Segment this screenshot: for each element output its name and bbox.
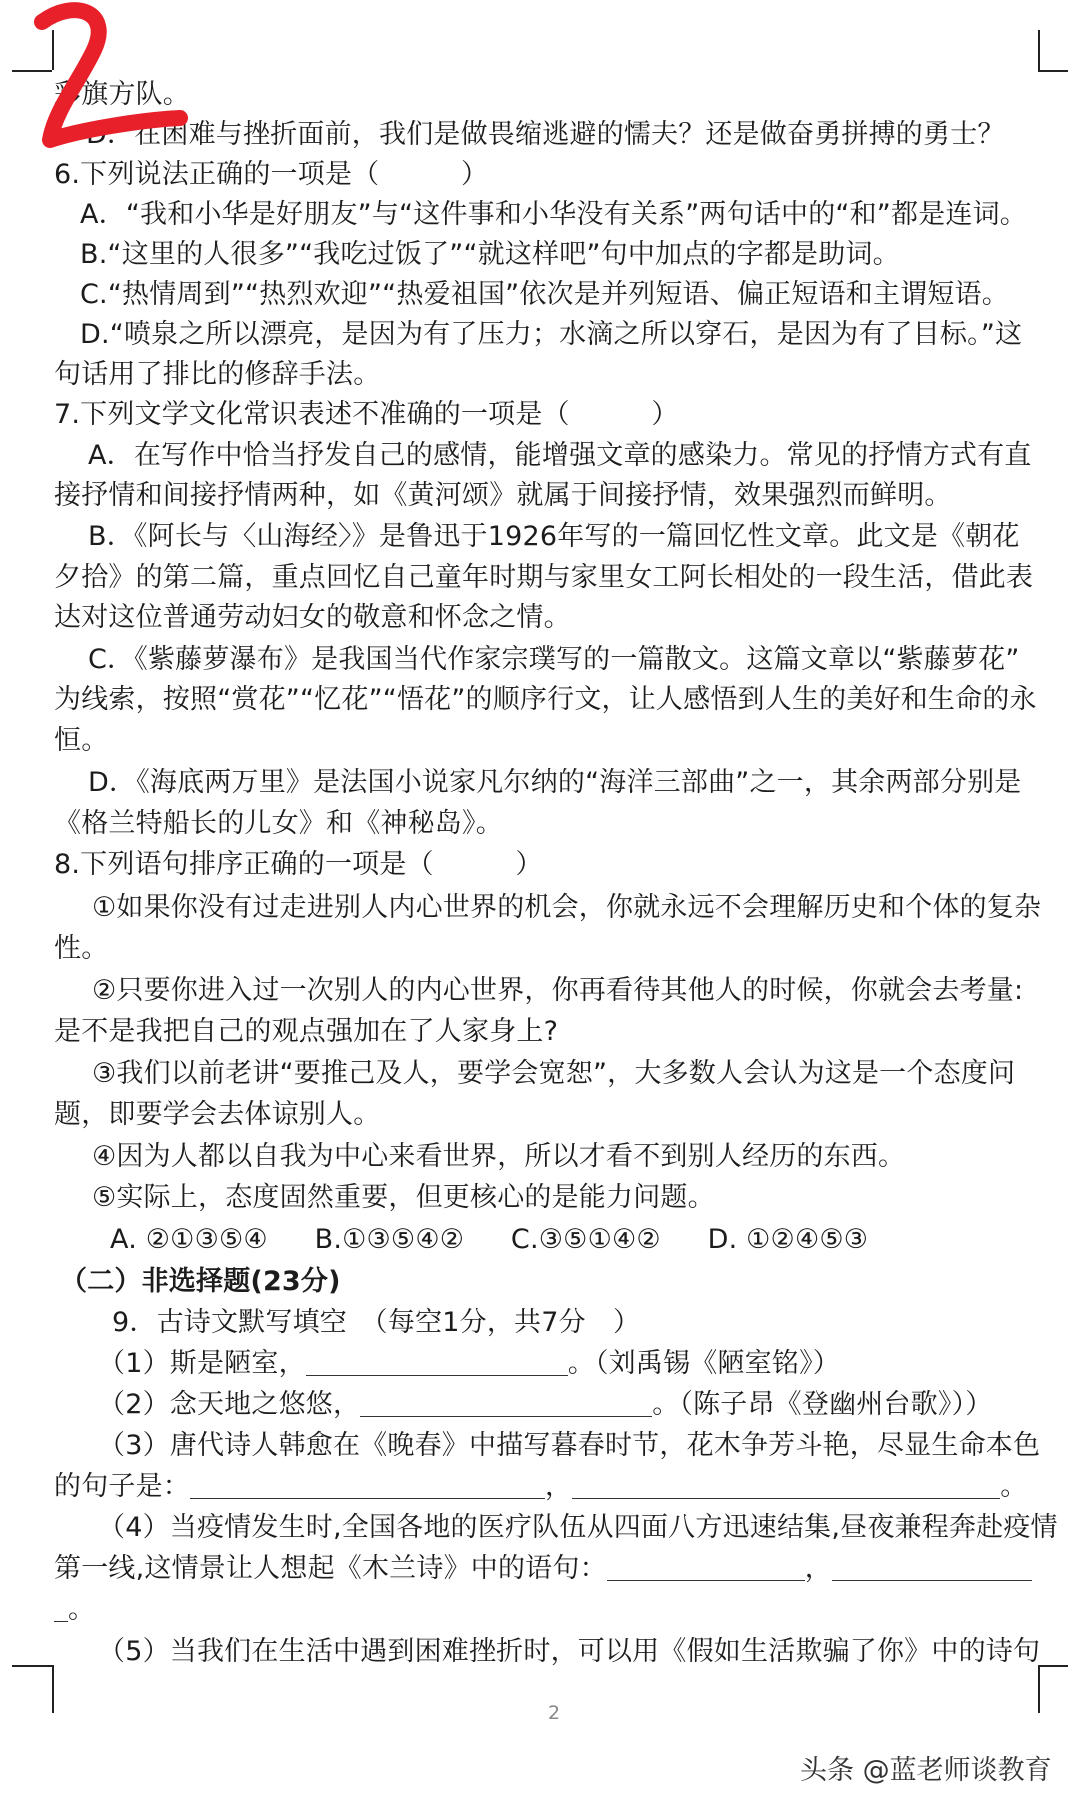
q6-option-b: B.“这里的人很多”“我吃过饭了”“就这样吧”句中加点的字都是助词。 xyxy=(80,239,900,270)
text-line: 达对这位普通劳动妇女的敬意和怀念之情。 xyxy=(54,602,571,633)
text-line: 句话用了排比的修辞手法。 xyxy=(54,359,381,390)
text-line: 《格兰特船长的儿女》和《神秘岛》。 xyxy=(54,808,503,839)
text-line: 接抒情和间接抒情两种，如《黄河颂》就属于间接抒情，效果强烈而鲜明。 xyxy=(54,480,952,511)
q9-item-4: （4）当疫情发生时,全国各地的医疗队伍从四面八方迅速结集,昼夜兼程奔赴疫情 xyxy=(98,1512,1058,1543)
red-handwritten-two xyxy=(20,0,190,170)
question-9-title: 9．古诗文默写填空 （每空1分，共7分 ） xyxy=(112,1307,641,1338)
watermark: 头条 @蓝老师谈教育 xyxy=(800,1755,1052,1786)
separator: ， xyxy=(804,1553,832,1584)
text-line: 恒。 xyxy=(54,725,109,756)
answer-blank[interactable] xyxy=(306,1347,568,1376)
q9-item-2 xyxy=(98,1385,993,1425)
section-heading: （二）非选择题(23分) xyxy=(60,1266,341,1297)
q6-option-a: A．“我和小华是好朋友”与“这件事和小华没有关系”两句话中的“和”都是连词。 xyxy=(80,199,1027,230)
text-line: 夕拾》的第二篇，重点回忆自己童年时期与家里女工阿长相处的一段生活，借此表 xyxy=(54,562,1034,593)
q7-option-d: D．《海底两万里》是法国小说家凡尔纳的“海洋三部曲”之一，其余两部分别是 xyxy=(88,767,1022,798)
question-6-title: 6.下列说法正确的一项是（ ） xyxy=(54,159,489,190)
answer-blank[interactable] xyxy=(832,1552,1032,1581)
q8-option-d: D. ①②④⑤③ xyxy=(707,1224,869,1255)
q8-sentence-4: ④因为人都以自我为中心来看世界，所以才看不到别人经历的东西。 xyxy=(92,1141,906,1172)
text-line: 题，即要学会去体谅别人。 xyxy=(54,1099,381,1130)
answer-blank[interactable] xyxy=(607,1552,805,1581)
q6-option-c: C.“热情周到”“热烈欢迎”“热爱祖国”依次是并列短语、偏正短语和主谓短语。 xyxy=(80,279,1009,310)
q6-option-d: D.“喷泉之所以漂亮，是因为有了压力；水滴之所以穿石，是因为有了目标。”这 xyxy=(80,319,1023,350)
q9-item-3: （3）唐代诗人韩愈在《晚春》中描写暮春时节，花木争芳斗艳，尽显生命本色 xyxy=(98,1430,1041,1461)
q8-options xyxy=(110,1220,906,1260)
text-line: 性。 xyxy=(54,933,109,964)
text-line: D．在困难与挫折面前，我们是做畏缩逃避的懦夫？还是做奋勇拼搏的勇士？ xyxy=(86,119,1005,150)
q8-option-c: C.③⑤①④② xyxy=(510,1224,661,1255)
text-line: 彩旗方队。 xyxy=(54,79,190,110)
crop-mark-top-right xyxy=(1038,70,1068,72)
q9-item-5: （5）当我们在生活中遇到困难挫折时，可以用《假如生活欺骗了你》中的诗句 xyxy=(98,1636,1041,1667)
q9-item-3-answer xyxy=(54,1467,1027,1507)
answer-blank[interactable] xyxy=(360,1388,652,1417)
q9-item-2-prompt: （2）念天地之悠悠， xyxy=(98,1389,361,1420)
q7-option-a: A．在写作中恰当抒发自己的感情，能增强文章的感染力。常见的抒情方式有直 xyxy=(88,440,1032,471)
answer-blank[interactable] xyxy=(190,1470,545,1499)
crop-mark-bottom-right xyxy=(1038,1665,1068,1667)
q9-item-1-source: 。（刘禹锡《陋室铭》） xyxy=(567,1348,840,1379)
q8-sentence-2: ②只要你进入过一次别人的内心世界，你再看待其他人的时候，你就会去考量: xyxy=(92,975,1024,1006)
q8-option-b: B.①③⑤④② xyxy=(314,1224,465,1255)
question-7-title: 7.下列文学文化常识表述不准确的一项是（ ） xyxy=(54,399,679,430)
answer-blank[interactable] xyxy=(54,1593,68,1622)
q7-option-c: C．《紫藤萝瀑布》是我国当代作家宗璞写的一篇散文。这篇文章以“紫藤萝花” xyxy=(88,644,1020,675)
q9-item-4-end xyxy=(54,1590,95,1630)
crop-mark-bottom-left xyxy=(12,1665,52,1667)
period: 。 xyxy=(68,1594,96,1625)
q9-item-4-answer xyxy=(54,1549,1032,1589)
crop-mark-top-right-v xyxy=(1038,30,1040,70)
crop-mark-bottom-left-v xyxy=(52,1665,54,1713)
q9-item-1-prompt: （1）斯是陋室， xyxy=(98,1348,306,1379)
q9-item-1 xyxy=(98,1344,840,1384)
page-number: 2 xyxy=(548,1702,561,1724)
separator: ， xyxy=(545,1471,573,1502)
q7-option-b: B．《阿长与〈山海经〉》是鲁迅于1926年写的一篇回忆性文章。此文是《朝花 xyxy=(88,521,1020,552)
q8-sentence-5: ⑤实际上，态度固然重要，但更核心的是能力问题。 xyxy=(92,1182,715,1213)
q8-sentence-3: ③我们以前老讲“要推己及人，要学会宽恕”，大多数人会认为这是一个态度问 xyxy=(92,1058,1016,1089)
answer-blank[interactable] xyxy=(572,1470,1000,1499)
text-line: 为线索，按照“赏花”“忆花”“悟花”的顺序行文，让人感悟到人生的美好和生命的永 xyxy=(54,684,1037,715)
q9-item-2-source: 。（陈子昂《登幽州台歌》）） xyxy=(652,1389,993,1420)
text-line: 是不是我把自己的观点强加在了人家身上? xyxy=(54,1016,559,1047)
crop-mark-bottom-right-v xyxy=(1038,1665,1040,1713)
answer-prefix: 的句子是： xyxy=(54,1471,190,1502)
answer-prefix: 第一线,这情景让人想起《木兰诗》中的语句： xyxy=(54,1553,607,1584)
question-8-title: 8.下列语句排序正确的一项是（ ） xyxy=(54,849,543,880)
period: 。 xyxy=(1000,1471,1028,1502)
q8-sentence-1: ①如果你没有过走进别人内心世界的机会，你就永远不会理解历史和个体的复杂 xyxy=(92,892,1042,923)
q8-option-a: A. ②①③⑤④ xyxy=(110,1224,268,1255)
